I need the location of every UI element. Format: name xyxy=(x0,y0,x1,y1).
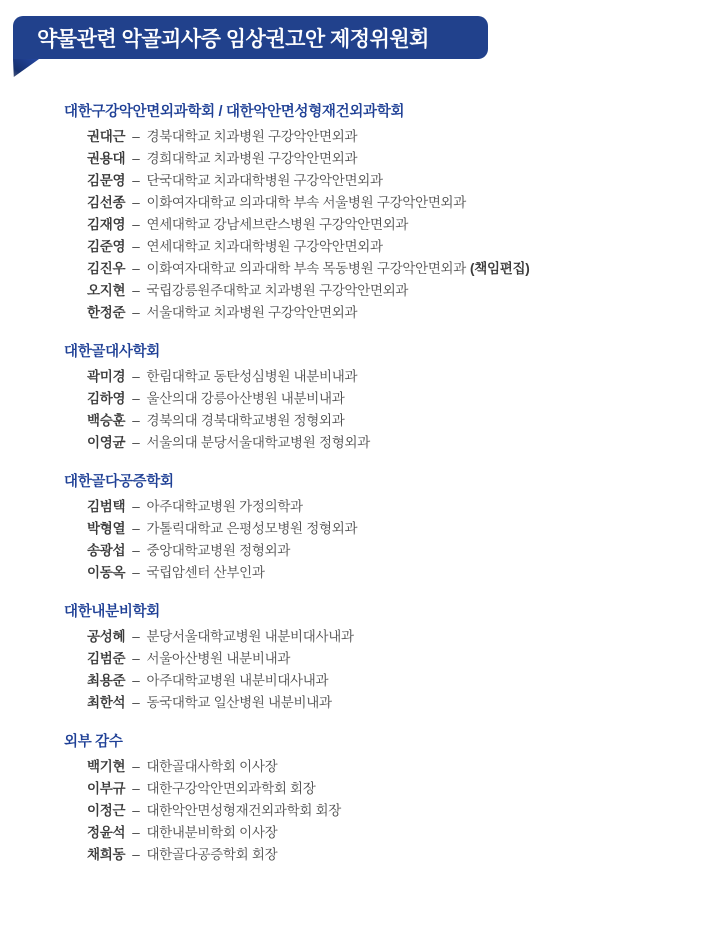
section-heading: 대한내분비학회 xyxy=(64,604,160,620)
member-name: 오지현 xyxy=(87,283,126,298)
member-affiliation: 대한골다공증학회 회장 xyxy=(146,847,278,862)
member-row xyxy=(64,280,684,302)
dash-separator: – xyxy=(132,825,140,840)
member-row xyxy=(64,778,684,800)
member-affiliation: 아주대학교병원 가정의학과 xyxy=(146,499,303,514)
member-affiliation: 분당서울대학교병원 내분비대사내과 xyxy=(146,629,354,644)
member-name: 권용대 xyxy=(87,151,126,166)
member-name: 김선종 xyxy=(87,195,126,210)
title-banner xyxy=(13,16,488,59)
dash-separator: – xyxy=(132,565,140,580)
member-row xyxy=(64,148,684,170)
member-name: 한정준 xyxy=(87,305,126,320)
page-title: 약물관련 악골괴사증 임상권고안 제정위원회 xyxy=(37,27,429,51)
member-row xyxy=(64,388,684,410)
dash-separator: – xyxy=(132,759,140,774)
member-affiliation: 서울아산병원 내분비내과 xyxy=(146,651,291,666)
dash-separator: – xyxy=(132,543,140,558)
member-row xyxy=(64,756,684,778)
member-name: 권대근 xyxy=(87,129,126,144)
member-name: 최한석 xyxy=(87,695,126,710)
member-row xyxy=(64,170,684,192)
member-row xyxy=(64,822,684,844)
member-name: 김진우 xyxy=(87,261,126,276)
member-affiliation: 한림대학교 동탄성심병원 내분비내과 xyxy=(146,369,358,384)
member-row xyxy=(64,844,684,866)
member-affiliation: 대한내분비학회 이사장 xyxy=(146,825,278,840)
section-bone-mineral xyxy=(64,341,684,454)
member-affiliation: 국립암센터 산부인과 xyxy=(146,565,265,580)
member-name: 백승훈 xyxy=(87,413,126,428)
member-affiliation: 대한악안면성형재건외과학회 회장 xyxy=(146,803,342,818)
dash-separator: – xyxy=(132,673,140,688)
member-affiliation: 아주대학교병원 내분비대사내과 xyxy=(146,673,329,688)
member-name: 채희동 xyxy=(87,847,126,862)
dash-separator: – xyxy=(132,173,140,188)
member-affiliation: 경희대학교 치과병원 구강악안면외과 xyxy=(146,151,358,166)
section-external-review xyxy=(64,731,684,866)
dash-separator: – xyxy=(132,695,140,710)
dash-separator: – xyxy=(132,151,140,166)
member-affiliation: 중앙대학교병원 정형외과 xyxy=(146,543,291,558)
member-row xyxy=(64,496,684,518)
member-name: 이부규 xyxy=(87,781,126,796)
member-affiliation: 대한골대사학회 이사장 xyxy=(146,759,278,774)
member-name: 백기현 xyxy=(87,759,126,774)
member-row xyxy=(64,626,684,648)
dash-separator: – xyxy=(132,413,140,428)
member-row xyxy=(64,518,684,540)
dash-separator: – xyxy=(132,499,140,514)
member-row xyxy=(64,410,684,432)
member-row xyxy=(64,302,684,324)
member-affiliation: 경북의대 경북대학교병원 정형외과 xyxy=(146,413,345,428)
member-name: 박형열 xyxy=(87,521,126,536)
member-affiliation: 연세대학교 치과대학병원 구강악안면외과 xyxy=(146,239,383,254)
member-name: 김문영 xyxy=(87,173,126,188)
member-affiliation: 연세대학교 강남세브란스병원 구강악안면외과 xyxy=(146,217,409,232)
member-affiliation: 이화여자대학교 의과대학 부속 서울병원 구강악안면외과 xyxy=(146,195,467,210)
member-row xyxy=(64,540,684,562)
member-row xyxy=(64,258,684,280)
dash-separator: – xyxy=(132,217,140,232)
dash-separator: – xyxy=(132,847,140,862)
dash-separator: – xyxy=(132,435,140,450)
member-role-note: (책임편집) xyxy=(470,261,530,276)
member-name: 송광섭 xyxy=(87,543,126,558)
section-oral-maxillofacial xyxy=(64,101,684,324)
member-row xyxy=(64,366,684,388)
dash-separator: – xyxy=(132,369,140,384)
member-row xyxy=(64,192,684,214)
dash-separator: – xyxy=(132,283,140,298)
dash-separator: – xyxy=(132,803,140,818)
member-name: 김준영 xyxy=(87,239,126,254)
member-name: 이동옥 xyxy=(87,565,126,580)
member-row xyxy=(64,670,684,692)
member-name: 김재영 xyxy=(87,217,126,232)
member-name: 곽미경 xyxy=(87,369,126,384)
dash-separator: – xyxy=(132,651,140,666)
committee-list xyxy=(64,101,684,883)
section-endocrine xyxy=(64,601,684,714)
section-heading: 대한골대사학회 xyxy=(64,344,160,360)
member-affiliation: 대한구강악안면외과학회 회장 xyxy=(146,781,316,796)
member-name: 공성혜 xyxy=(87,629,126,644)
member-row xyxy=(64,800,684,822)
member-row xyxy=(64,648,684,670)
banner-fold-decoration xyxy=(13,59,39,77)
dash-separator: – xyxy=(132,629,140,644)
section-osteoporosis xyxy=(64,471,684,584)
member-affiliation: 국립강릉원주대학교 치과병원 구강악안면외과 xyxy=(146,283,409,298)
member-name: 김하영 xyxy=(87,391,126,406)
member-name: 최용준 xyxy=(87,673,126,688)
member-affiliation: 가톨릭대학교 은평성모병원 정형외과 xyxy=(146,521,358,536)
member-name: 이정근 xyxy=(87,803,126,818)
member-affiliation: 서울대학교 치과병원 구강악안면외과 xyxy=(146,305,358,320)
dash-separator: – xyxy=(132,521,140,536)
member-name: 김범준 xyxy=(87,651,126,666)
member-name: 정윤석 xyxy=(87,825,126,840)
dash-separator: – xyxy=(132,239,140,254)
member-affiliation: 이화여자대학교 의과대학 부속 목동병원 구강악안면외과 xyxy=(146,261,467,276)
dash-separator: – xyxy=(132,195,140,210)
member-affiliation: 서울의대 분당서울대학교병원 정형외과 xyxy=(146,435,370,450)
section-heading: 대한골다공증학회 xyxy=(64,474,174,490)
member-row xyxy=(64,214,684,236)
member-row xyxy=(64,562,684,584)
member-affiliation: 동국대학교 일산병원 내분비내과 xyxy=(146,695,332,710)
member-name: 김범택 xyxy=(87,499,126,514)
member-name: 이영균 xyxy=(87,435,126,450)
section-heading: 외부 감수 xyxy=(64,734,123,750)
member-row xyxy=(64,432,684,454)
member-row xyxy=(64,126,684,148)
dash-separator: – xyxy=(132,129,140,144)
member-row xyxy=(64,236,684,258)
member-row xyxy=(64,692,684,714)
member-affiliation: 울산의대 강릉아산병원 내분비내과 xyxy=(146,391,345,406)
member-affiliation: 경북대학교 치과병원 구강악안면외과 xyxy=(146,129,358,144)
dash-separator: – xyxy=(132,391,140,406)
member-affiliation: 단국대학교 치과대학병원 구강악안면외과 xyxy=(146,173,383,188)
dash-separator: – xyxy=(132,305,140,320)
dash-separator: – xyxy=(132,781,140,796)
section-heading: 대한구강악안면외과학회 / 대한악안면성형재건외과학회 xyxy=(64,104,405,120)
dash-separator: – xyxy=(132,261,140,276)
